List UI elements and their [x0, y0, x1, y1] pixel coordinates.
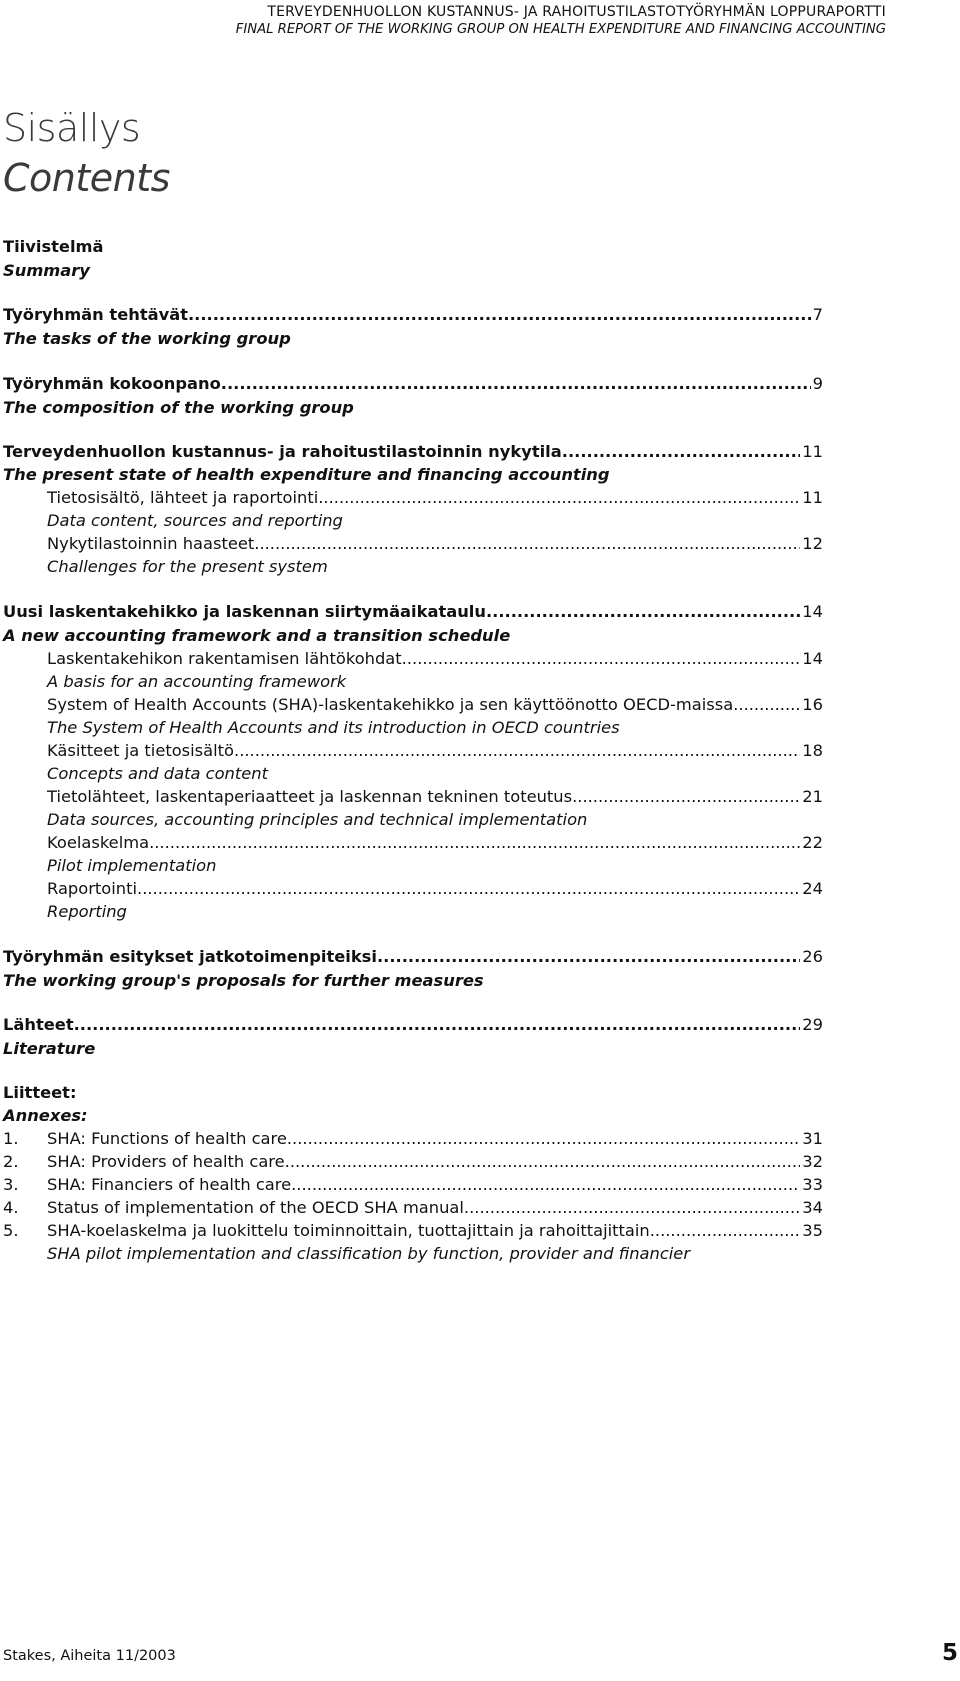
page-title-english: Contents: [3, 156, 170, 200]
toc-entry-title: Työryhmän esitykset jatkotoimenpiteiksi: [3, 947, 377, 966]
annex-title: SHA: Providers of health care: [47, 1152, 285, 1171]
annex-entry[interactable]: [3, 1198, 823, 1217]
annexes-heading-en: Annexes:: [3, 1106, 88, 1125]
toc-leader: [464, 1198, 800, 1217]
annex-entry[interactable]: [3, 1129, 823, 1148]
annex-number: 3.: [3, 1175, 19, 1194]
toc-subentry[interactable]: [47, 534, 823, 553]
toc-page-number: 24: [802, 879, 823, 898]
annex-translation: SHA pilot implementation and classification by function, provider and financier: [47, 1244, 691, 1263]
annex-title: Status of implementation of the OECD SHA manual: [47, 1198, 464, 1217]
toc-entry-title: Nykytilastoinnin haasteet: [47, 534, 255, 553]
toc-subentry[interactable]: [47, 787, 823, 806]
toc-subentry-translation: A basis for an accounting framework: [47, 672, 347, 691]
toc-subentry-translation: Data content, sources and reporting: [47, 511, 343, 530]
toc-leader: [486, 602, 800, 621]
toc-summary-fi: Tiivistelmä: [3, 237, 104, 256]
toc-subentry-translation: The System of Health Accounts and its introduction in OECD countries: [47, 718, 620, 737]
toc-page-number: 9: [812, 374, 823, 393]
toc-page-number: 26: [802, 947, 823, 966]
toc-entry[interactable]: [3, 305, 823, 324]
toc-leader: [377, 947, 800, 966]
toc-entry-title: Laskentakehikon rakentamisen lähtökohdat: [47, 649, 402, 668]
toc-entry-title: Lähteet: [3, 1015, 74, 1034]
annex-number: 5.: [3, 1221, 19, 1240]
annex-title: SHA: Functions of health care: [47, 1129, 287, 1148]
toc-entry-title: System of Health Accounts (SHA)-laskentakehikko ja sen käyttöönotto OECD-maissa: [47, 695, 734, 714]
toc-leader: [254, 534, 800, 553]
toc-entry-translation: A new accounting framework and a transition schedule: [3, 626, 511, 645]
toc-subentry[interactable]: [47, 833, 823, 852]
toc-entry[interactable]: [3, 442, 823, 461]
running-header-finnish: TERVEYDENHUOLLON KUSTANNUS- JA RAHOITUSTILASTOTYÖRYHMÄN LOPPURAPORTTI: [267, 4, 886, 20]
toc-leader: [221, 374, 811, 393]
running-header: [236, 4, 886, 38]
page-number: 5: [941, 1640, 958, 1666]
toc-entry[interactable]: [3, 947, 823, 966]
toc-subentry-translation: Concepts and data content: [47, 764, 268, 783]
toc-page-number: 32: [802, 1152, 823, 1171]
toc-leader: [285, 1152, 801, 1171]
annex-number: 4.: [3, 1198, 19, 1217]
toc-entry-translation: The working group's proposals for further measures: [3, 971, 484, 990]
annex-entry[interactable]: [3, 1152, 823, 1171]
toc-page-number: 29: [802, 1015, 823, 1034]
toc-leader: [188, 305, 811, 324]
toc-entry-translation: The composition of the working group: [3, 398, 354, 417]
toc-entry-translation: Literature: [3, 1039, 96, 1058]
toc-page-number: 12: [802, 534, 823, 553]
toc-page-number: 33: [802, 1175, 823, 1194]
toc-subentry-translation: Reporting: [47, 902, 127, 921]
toc-page-number: 16: [802, 695, 823, 714]
toc-leader: [287, 1129, 800, 1148]
toc-subentry-translation: Pilot implementation: [47, 856, 217, 875]
toc-leader: [650, 1221, 801, 1240]
annex-title: SHA-koelaskelma ja luokittelu toiminnoittain, tuottajittain ja rahoittajittain: [47, 1221, 650, 1240]
toc-leader: [149, 833, 800, 852]
toc-entry-title: Koelaskelma: [47, 833, 150, 852]
toc-entry-translation: The present state of health expenditure and financing accounting: [3, 465, 610, 484]
toc-entry-title: Käsitteet ja tietosisältö: [47, 741, 235, 760]
toc-leader: [137, 879, 800, 898]
toc-page-number: 31: [802, 1129, 823, 1148]
page-title-finnish: Sisällys: [3, 106, 141, 150]
annex-number: 2.: [3, 1152, 19, 1171]
toc-page-number: 14: [802, 602, 823, 621]
toc-entry[interactable]: [3, 374, 823, 393]
toc-entry-title: Työryhmän kokoonpano: [3, 374, 221, 393]
toc-leader: [234, 741, 800, 760]
annex-entry[interactable]: [3, 1221, 823, 1240]
toc-entry[interactable]: [3, 1015, 823, 1034]
toc-page-number: 14: [802, 649, 823, 668]
toc-leader: [733, 695, 800, 714]
toc-leader: [74, 1015, 801, 1034]
annex-entry[interactable]: [3, 1175, 823, 1194]
toc-entry-translation: The tasks of the working group: [3, 329, 291, 348]
toc-entry[interactable]: [3, 602, 823, 621]
footer-publication: Stakes, Aiheita 11/2003: [3, 1648, 176, 1664]
toc-page-number: 21: [802, 787, 823, 806]
toc-page-number: 7: [812, 305, 823, 324]
toc-subentry[interactable]: [47, 879, 823, 898]
toc-entry-title: Tietolähteet, laskentaperiaatteet ja laskennan tekninen toteutus: [47, 787, 573, 806]
toc-page-number: 35: [802, 1221, 823, 1240]
toc-subentry-translation: Data sources, accounting principles and technical implementation: [47, 810, 588, 829]
toc-leader: [572, 787, 800, 806]
toc-subentry[interactable]: [47, 649, 823, 668]
toc-summary-en: Summary: [3, 261, 90, 280]
toc-leader: [402, 649, 801, 668]
toc-subentry[interactable]: [47, 695, 823, 714]
toc-subentry[interactable]: [47, 488, 823, 507]
toc-page-number: 11: [802, 442, 823, 461]
toc-subentry[interactable]: [47, 741, 823, 760]
toc-leader: [562, 442, 801, 461]
annex-number: 1.: [3, 1129, 19, 1148]
toc-leader: [318, 488, 800, 507]
toc-entry-title: Raportointi: [47, 879, 138, 898]
toc-page-number: 11: [802, 488, 823, 507]
toc-entry-title: Terveydenhuollon kustannus- ja rahoitustilastoinnin nykytila: [3, 442, 562, 461]
toc-page-number: 34: [802, 1198, 823, 1217]
annexes-heading-fi: Liitteet:: [3, 1083, 77, 1102]
toc-entry-title: Uusi laskentakehikko ja laskennan siirtymäaikataulu: [3, 602, 486, 621]
running-header-english: FINAL REPORT OF THE WORKING GROUP ON HEALTH EXPENDITURE AND FINANCING ACCOUNTING: [235, 22, 886, 37]
toc-page-number: 18: [802, 741, 823, 760]
toc-entry-title: Tietosisältö, lähteet ja raportointi: [47, 488, 319, 507]
toc-leader: [291, 1175, 800, 1194]
annex-title: SHA: Financiers of health care: [47, 1175, 292, 1194]
toc-page-number: 22: [802, 833, 823, 852]
toc-subentry-translation: Challenges for the present system: [47, 557, 328, 576]
toc-entry-title: Työryhmän tehtävät: [3, 305, 188, 324]
